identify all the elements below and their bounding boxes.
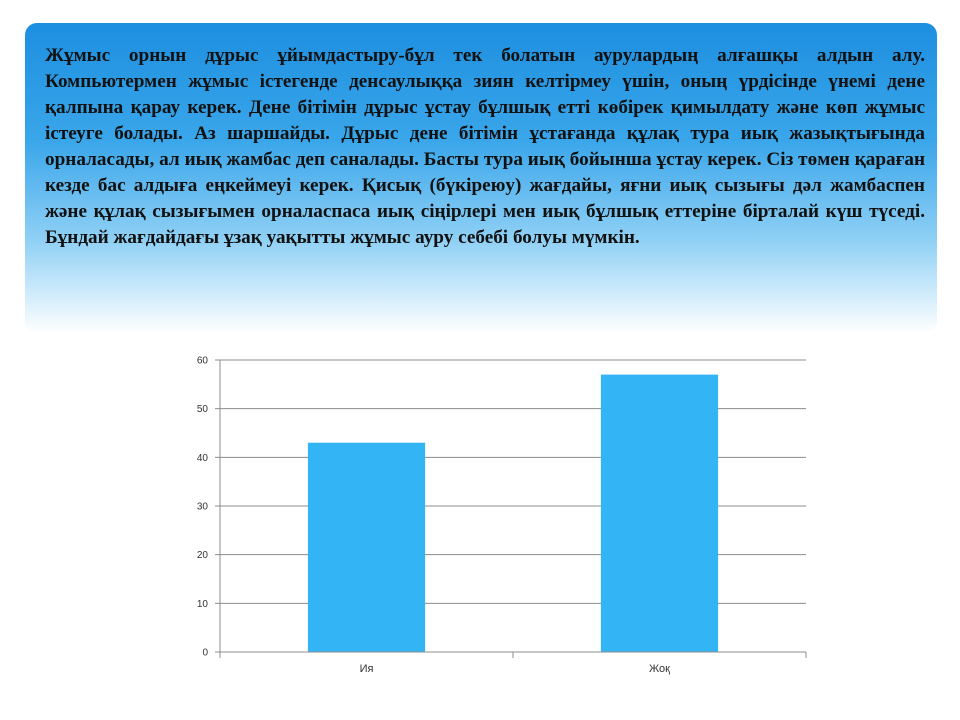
- x-tick-label: Ия: [359, 663, 374, 675]
- x-tick-label: Жоқ: [649, 663, 670, 675]
- y-tick-label: 60: [196, 355, 208, 367]
- slide-paragraph: Жұмыс орнын дұрыс ұйымдастыру-бұл тек болатын аурулардың алғашқы алдын алу. Компьютермен жұмыс істегенде денсаулыққа зиян келтірмеу үшін, оның үрдісінде үнемі дене қалпына қарау керек. Дене бітімін дұрыс ұстау бұлшық етті көбірек қимылдату және көп жұмыс істеуге болады. Аз шаршайды. Дұрыс дене бітімін ұстағанда құлақ тура иық жазықтығында орналасады, ал иық жамбас деп саналады. Басты тура иық бойынша ұстау керек. Сіз төмен қараған кезде бас алдыға еңкеймеуі керек. Қисық (бүкіреюу) жағдайы, яғни иық сызығы дәл жамбаспен және құлақ сызығымен орналаспаса иық сіңірлері мен иық бұлшық еттеріне бірталай күш түседі. Бұндай жағдайдағы ұзақ уақытты жұмыс ауру себебі болуы мүмкін.: [45, 45, 925, 248]
- bars: [308, 375, 718, 652]
- bar: [308, 443, 425, 652]
- y-tick-label: 50: [196, 404, 208, 416]
- bar: [601, 375, 718, 652]
- y-tick-label: 10: [196, 598, 208, 610]
- y-tick-label: 20: [196, 550, 208, 562]
- y-tick-label: 40: [196, 452, 208, 464]
- y-tick-label: 30: [196, 501, 208, 513]
- y-tick-label: 0: [202, 647, 208, 659]
